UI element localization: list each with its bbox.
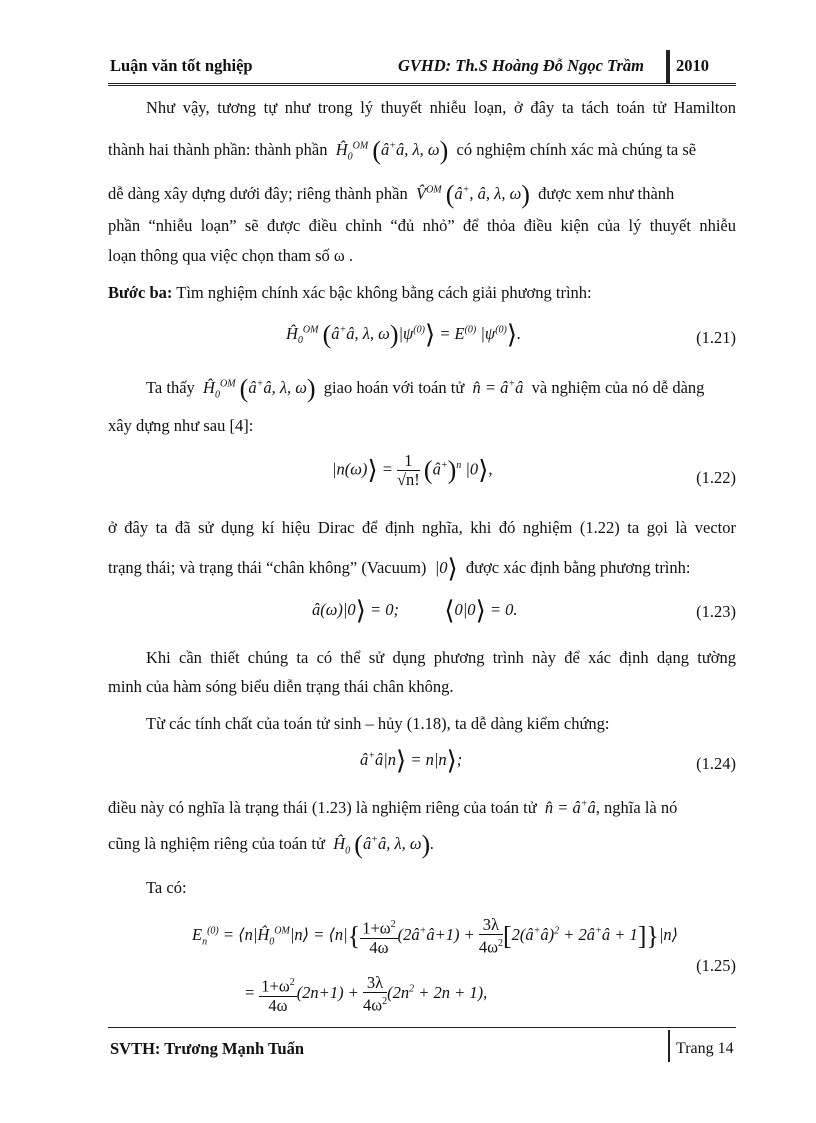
v-om-expression: V̂$^{OM}$ (â+, â, λ, ω): [411, 180, 530, 209]
text: thành hai thành phần: thành phần: [108, 139, 328, 159]
h0-expression: $Ĥ_0$ (â+â, λ, ω).: [329, 830, 435, 859]
page-header: [108, 50, 736, 86]
para6-line1: [108, 798, 677, 818]
para4-line1: Khi cần thiết chúng ta có thể sử dụng phương trình này để xác định dạng tường: [146, 648, 736, 667]
h0-om-expression: $Ĥ_0^{OM}$ (â+â, λ, ω): [198, 374, 316, 403]
para2-line1: [146, 374, 704, 404]
text: điều này có nghĩa là trạng thái (1.23) là nghiệm riêng của toán tử: [108, 798, 537, 817]
para1-line4: phần “nhiễu loạn” sẽ được điều chỉnh “đủ nhỏ” để thỏa điều kiện của lý thuyết nhiễu: [108, 216, 736, 235]
header-divider: [666, 50, 670, 84]
text: Ta thấy: [146, 377, 195, 397]
para3-line2: [108, 554, 690, 584]
text: có nghiệm chính xác mà chúng ta sẽ: [456, 139, 697, 159]
para4-line2: minh của hàm sóng biểu diễn trạng thái chân không.: [108, 677, 454, 696]
equation-1-25-line1: $E_n^{(0)}$ = $⟨n|Ĥ_0^{OM}|n⟩$ = ⟨n|{ $\frac{1+\omega^2}{4\omega}$ (2â+â+1) + $\frac{3\lambda}{4\omega^2}$ [2(â+â)$^2$ + 2â+â + 1]}|n⟩: [192, 915, 679, 957]
footer-rule: [108, 1027, 736, 1028]
equation-1-23: â(ω)|0⟩ = 0; ⟨0|0⟩ = 0.: [312, 596, 518, 625]
text: giao hoán với toán tử: [323, 377, 465, 397]
para1-line3: [108, 180, 674, 210]
equation-1-21: $Ĥ_0^{OM}$ (â+â, λ, $\omega)|\psi^{(0)}⟩ = E^{(0)}$ $|\psi^{(0)}⟩$.: [286, 320, 522, 349]
text: và nghiệm của nó dễ dàng: [531, 377, 705, 397]
footer-author: SVTH: Trương Mạnh Tuấn: [110, 1039, 305, 1058]
equation-1-22: |n(ω)⟩ = $\frac{1}{√n!}$ (â+)$^n$ |0⟩,: [332, 451, 493, 489]
header-year: 2010: [676, 56, 709, 75]
header-thesis-title: Luận văn tốt nghiệp: [110, 56, 253, 75]
page-number: Trang 14: [676, 1040, 734, 1057]
number-operator: n̂ = â+â: [468, 377, 528, 397]
equation-1-25-line2: = $\frac{1+\omega^2}{4\omega}$ (2n+1) + $\frac{3\lambda}{4\omega^2}$ $(2n^2 + 2n + 1)$,: [244, 973, 488, 1015]
step3-text: Tìm nghiệm chính xác bậc không bằng cách giải phương trình:: [176, 283, 592, 302]
para1-line5: loạn thông qua việc chọn tham số ω .: [108, 246, 354, 265]
footer-divider: [668, 1030, 670, 1062]
text: được xem như thành: [538, 183, 675, 203]
para7-line1: Ta có:: [146, 878, 187, 897]
equation-number-1-25: (1.25): [696, 956, 736, 975]
number-operator: n̂ = â+â: [540, 798, 596, 817]
para1-line1: Như vậy, tương tự như trong lý thuyết nhiễu loạn, ở đây ta tách toán tử Hamilton: [146, 98, 736, 117]
para3-line1: ở đây ta đã sử dụng kí hiệu Dirac để định nghĩa, khi đó nghiệm (1.22) ta gọi là vector: [108, 518, 736, 537]
equation-number-1-21: (1.21): [696, 328, 736, 347]
para5-line1: Từ các tính chất của toán tử sinh – hủy (1.18), ta dễ dàng kiểm chứng:: [146, 714, 610, 733]
text: , nghĩa là nó: [595, 798, 678, 817]
text: dễ dàng xây dựng dưới đây; riêng thành phần: [108, 183, 408, 203]
step3-line: [108, 283, 592, 303]
equation-number-1-24: (1.24): [696, 754, 736, 773]
vacuum-ket: |0⟩: [430, 554, 458, 583]
equation-number-1-22: (1.22): [696, 468, 736, 487]
text: được xác định bằng phương trình:: [465, 557, 691, 577]
para2-line2: xây dựng như sau [4]:: [108, 416, 254, 435]
equation-number-1-23: (1.23): [696, 602, 736, 621]
h0-om-expression: $Ĥ_0^{OM}$ (â+â, λ, ω): [331, 136, 449, 165]
text: trạng thái; và trạng thái “chân không” (Vacuum): [108, 557, 427, 577]
equation-1-24: â+â|n⟩ = n|n⟩;: [360, 746, 463, 775]
step3-label: Bước ba:: [108, 283, 173, 302]
text: cũng là nghiệm riêng của toán tử: [108, 833, 325, 853]
para6-line2: [108, 830, 434, 860]
header-rule: [108, 83, 736, 86]
header-supervisor: GVHD: Th.S Hoàng Đỗ Ngọc Trầm: [398, 56, 644, 75]
para1-line2: [108, 136, 696, 166]
